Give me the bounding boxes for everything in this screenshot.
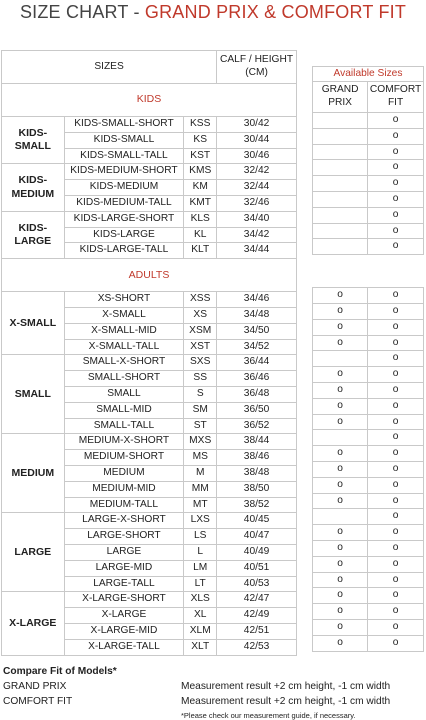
size-code: KLT	[184, 243, 217, 259]
size-name: X-SMALL-TALL	[64, 339, 184, 355]
calf-height-value: 34/52	[217, 339, 297, 355]
calf-height-value: 30/46	[217, 148, 297, 164]
comfort-fit-availability: o	[368, 509, 424, 525]
available-sizes-body	[313, 67, 424, 652]
footer-heading: Compare Fit of Models*	[3, 666, 117, 677]
title-part-1: SIZE CHART -	[19, 2, 145, 22]
comfort-fit-availability: o	[368, 223, 424, 239]
size-name: KIDS-LARGE-TALL	[64, 243, 184, 259]
size-code: KST	[184, 148, 217, 164]
grand-prix-availability	[313, 207, 368, 223]
grand-prix-header	[313, 82, 368, 113]
available-sizes-table	[312, 66, 424, 652]
availability-row	[313, 446, 424, 462]
section-row	[2, 259, 297, 292]
section-title: ADULTS	[2, 259, 297, 292]
availability-row	[313, 207, 424, 223]
comfort-fit-header-label: COMFORT FIT	[369, 84, 422, 108]
available-header-row	[313, 82, 424, 113]
availability-row	[313, 493, 424, 509]
available-gap	[313, 255, 424, 288]
size-table-body	[2, 51, 297, 656]
size-name: KIDS-LARGE-SHORT	[64, 211, 184, 227]
size-name: KIDS-MEDIUM	[64, 180, 184, 196]
title-part-2: GRAND PRIX & COMFORT FIT	[144, 2, 407, 22]
grand-prix-availability: o	[313, 319, 368, 335]
size-name: SMALL-TALL	[64, 418, 184, 434]
size-name: LARGE-X-SHORT	[64, 513, 184, 529]
size-name: MEDIUM-TALL	[64, 497, 184, 513]
comfort-fit-availability: o	[368, 461, 424, 477]
comfort-fit-availability: o	[368, 288, 424, 304]
comfort-fit-availability: o	[368, 113, 424, 129]
calf-height-value: 42/53	[217, 639, 297, 655]
grand-prix-availability: o	[313, 335, 368, 351]
availability-row	[313, 113, 424, 129]
calf-height-value: 38/52	[217, 497, 297, 513]
calf-height-value: 36/50	[217, 402, 297, 418]
calf-height-header	[217, 51, 297, 84]
grand-prix-availability: o	[313, 572, 368, 588]
comfort-fit-availability: o	[368, 367, 424, 383]
size-code: LXS	[184, 513, 217, 529]
footer-text-grand-prix: Measurement result +2 cm height, -1 cm width	[181, 681, 391, 692]
footer-label-comfort-fit: COMFORT FIT	[3, 696, 73, 707]
size-code: KMT	[184, 195, 217, 211]
available-sizes-title: Available Sizes	[313, 67, 424, 82]
comfort-fit-availability: o	[368, 160, 424, 176]
size-code: M	[184, 465, 217, 481]
grand-prix-availability: o	[313, 588, 368, 604]
calf-height-value: 36/46	[217, 371, 297, 387]
size-name: X-SMALL	[64, 307, 184, 323]
grand-prix-availability: o	[313, 414, 368, 430]
size-code: XLT	[184, 639, 217, 655]
comfort-fit-availability: o	[368, 207, 424, 223]
size-name: MEDIUM-X-SHORT	[64, 434, 184, 450]
size-group-label: LARGE	[2, 513, 65, 592]
grand-prix-availability: o	[313, 382, 368, 398]
size-code: KLS	[184, 211, 217, 227]
calf-height-value: 38/48	[217, 465, 297, 481]
grand-prix-availability	[313, 113, 368, 129]
grand-prix-availability	[313, 509, 368, 525]
size-code: SS	[184, 371, 217, 387]
calf-height-value: 30/42	[217, 117, 297, 133]
size-code: ST	[184, 418, 217, 434]
calf-height-value: 40/49	[217, 544, 297, 560]
calf-height-header-line2: (CM)	[245, 67, 268, 78]
footer-note: *Please check our measurement guide, if necessary.	[181, 711, 356, 720]
calf-height-value: 42/47	[217, 592, 297, 608]
size-name: MEDIUM-SHORT	[64, 450, 184, 466]
comfort-fit-availability: o	[368, 430, 424, 446]
grand-prix-availability: o	[313, 540, 368, 556]
comfort-fit-availability: o	[368, 191, 424, 207]
grand-prix-availability	[313, 223, 368, 239]
calf-height-value: 40/51	[217, 560, 297, 576]
size-name: X-LARGE-TALL	[64, 639, 184, 655]
table-row	[2, 164, 297, 180]
grand-prix-availability: o	[313, 446, 368, 462]
comfort-fit-availability: o	[368, 446, 424, 462]
size-code: KS	[184, 132, 217, 148]
grand-prix-availability	[313, 239, 368, 255]
size-code: KL	[184, 227, 217, 243]
table-row	[2, 592, 297, 608]
size-name: MEDIUM	[64, 465, 184, 481]
size-name: KIDS-MEDIUM-SHORT	[64, 164, 184, 180]
comfort-fit-header	[368, 82, 424, 113]
table-header-row	[2, 51, 297, 84]
comfort-fit-availability: o	[368, 144, 424, 160]
availability-row	[313, 335, 424, 351]
grand-prix-availability: o	[313, 604, 368, 620]
grand-prix-availability: o	[313, 477, 368, 493]
calf-height-value: 34/50	[217, 323, 297, 339]
comfort-fit-availability: o	[368, 493, 424, 509]
calf-height-value: 38/44	[217, 434, 297, 450]
calf-height-value: 34/44	[217, 243, 297, 259]
grand-prix-availability: o	[313, 635, 368, 651]
size-group-label: SMALL	[2, 355, 65, 434]
size-code: XSS	[184, 292, 217, 308]
size-name: SMALL	[64, 386, 184, 402]
availability-row	[313, 525, 424, 541]
size-code: LM	[184, 560, 217, 576]
calf-height-value: 38/50	[217, 481, 297, 497]
availability-row	[313, 619, 424, 635]
calf-height-value: 34/48	[217, 307, 297, 323]
size-code: XLS	[184, 592, 217, 608]
comfort-fit-availability: o	[368, 335, 424, 351]
calf-height-header-line1: CALF / HEIGHT	[220, 54, 294, 66]
grand-prix-availability: o	[313, 288, 368, 304]
grand-prix-availability	[313, 160, 368, 176]
size-name: XS-SHORT	[64, 292, 184, 308]
calf-height-value: 36/48	[217, 386, 297, 402]
comfort-fit-availability: o	[368, 128, 424, 144]
size-group-label: X-LARGE	[2, 592, 65, 655]
grand-prix-availability	[313, 128, 368, 144]
footer-label-grand-prix: GRAND PRIX	[3, 681, 67, 692]
comfort-fit-availability: o	[368, 540, 424, 556]
size-name: X-LARGE-MID	[64, 623, 184, 639]
availability-row	[313, 572, 424, 588]
grand-prix-availability: o	[313, 367, 368, 383]
size-code: KSS	[184, 117, 217, 133]
size-code: L	[184, 544, 217, 560]
footer-text-comfort-fit: Measurement result +2 cm height, -1 cm width	[181, 696, 391, 707]
table-row	[2, 355, 297, 371]
availability-row	[313, 351, 424, 367]
availability-row	[313, 128, 424, 144]
calf-height-value: 36/52	[217, 418, 297, 434]
availability-row	[313, 191, 424, 207]
size-code: LT	[184, 576, 217, 592]
size-code: MXS	[184, 434, 217, 450]
availability-row	[313, 588, 424, 604]
grand-prix-availability: o	[313, 525, 368, 541]
comfort-fit-availability: o	[368, 556, 424, 572]
comfort-fit-availability: o	[368, 239, 424, 255]
size-table	[1, 50, 297, 656]
size-group-label: X-SMALL	[2, 292, 65, 355]
comfort-fit-availability: o	[368, 635, 424, 651]
grand-prix-availability: o	[313, 556, 368, 572]
section-title: KIDS	[2, 84, 297, 117]
comfort-fit-availability: o	[368, 604, 424, 620]
calf-height-value: 30/44	[217, 132, 297, 148]
size-code: SXS	[184, 355, 217, 371]
availability-row	[313, 430, 424, 446]
size-code: SM	[184, 402, 217, 418]
size-group-label: KIDS-LARGE	[2, 211, 65, 258]
availability-row	[313, 319, 424, 335]
section-row	[2, 84, 297, 117]
size-code: XL	[184, 608, 217, 624]
size-code: XST	[184, 339, 217, 355]
comfort-fit-availability: o	[368, 477, 424, 493]
calf-height-value: 38/46	[217, 450, 297, 466]
size-code: XLM	[184, 623, 217, 639]
table-row	[2, 434, 297, 450]
availability-row	[313, 604, 424, 620]
availability-row	[313, 176, 424, 192]
comfort-fit-availability: o	[368, 588, 424, 604]
size-code: XSM	[184, 323, 217, 339]
size-name: LARGE-SHORT	[64, 529, 184, 545]
size-name: LARGE-TALL	[64, 576, 184, 592]
size-name: X-SMALL-MID	[64, 323, 184, 339]
size-name: LARGE	[64, 544, 184, 560]
comfort-fit-availability: o	[368, 176, 424, 192]
availability-row	[313, 635, 424, 651]
availability-row	[313, 477, 424, 493]
table-row	[2, 211, 297, 227]
page-title	[0, 2, 426, 23]
comfort-fit-availability: o	[368, 572, 424, 588]
calf-height-value: 40/47	[217, 529, 297, 545]
availability-row	[313, 509, 424, 525]
size-code: KMS	[184, 164, 217, 180]
calf-height-value: 34/42	[217, 227, 297, 243]
size-name: KIDS-SMALL	[64, 132, 184, 148]
size-name: X-LARGE	[64, 608, 184, 624]
size-name: KIDS-SMALL-TALL	[64, 148, 184, 164]
availability-row	[313, 303, 424, 319]
comfort-fit-availability: o	[368, 382, 424, 398]
comfort-fit-availability: o	[368, 414, 424, 430]
size-name: SMALL-SHORT	[64, 371, 184, 387]
size-code: MM	[184, 481, 217, 497]
size-group-label: MEDIUM	[2, 434, 65, 513]
calf-height-value: 40/53	[217, 576, 297, 592]
size-name: MEDIUM-MID	[64, 481, 184, 497]
availability-row	[313, 414, 424, 430]
comfort-fit-availability: o	[368, 398, 424, 414]
table-row	[2, 292, 297, 308]
availability-row	[313, 160, 424, 176]
grand-prix-availability: o	[313, 619, 368, 635]
size-code: MS	[184, 450, 217, 466]
availability-row	[313, 288, 424, 304]
size-name: KIDS-LARGE	[64, 227, 184, 243]
calf-height-value: 32/44	[217, 180, 297, 196]
grand-prix-header-label: GRAND PRIX	[321, 84, 359, 108]
comfort-fit-availability: o	[368, 351, 424, 367]
comfort-fit-availability: o	[368, 319, 424, 335]
availability-row	[313, 367, 424, 383]
size-code: KM	[184, 180, 217, 196]
availability-row	[313, 540, 424, 556]
grand-prix-availability: o	[313, 493, 368, 509]
grand-prix-availability	[313, 430, 368, 446]
table-row	[2, 117, 297, 133]
comfort-fit-availability: o	[368, 619, 424, 635]
size-group-label: KIDS-MEDIUM	[2, 164, 65, 211]
comfort-fit-availability: o	[368, 525, 424, 541]
availability-row	[313, 556, 424, 572]
calf-height-value: 36/44	[217, 355, 297, 371]
size-name: KIDS-MEDIUM-TALL	[64, 195, 184, 211]
availability-row	[313, 223, 424, 239]
size-code: LS	[184, 529, 217, 545]
table-row	[2, 513, 297, 529]
size-name: X-LARGE-SHORT	[64, 592, 184, 608]
grand-prix-availability: o	[313, 461, 368, 477]
calf-height-value: 32/42	[217, 164, 297, 180]
comfort-fit-availability: o	[368, 303, 424, 319]
grand-prix-availability	[313, 144, 368, 160]
calf-height-value: 40/45	[217, 513, 297, 529]
grand-prix-availability: o	[313, 398, 368, 414]
size-name: KIDS-SMALL-SHORT	[64, 117, 184, 133]
calf-height-value: 42/51	[217, 623, 297, 639]
grand-prix-availability	[313, 176, 368, 192]
size-group-label: KIDS-SMALL	[2, 117, 65, 164]
calf-height-value: 42/49	[217, 608, 297, 624]
available-title-row	[313, 67, 424, 82]
size-name: SMALL-X-SHORT	[64, 355, 184, 371]
size-name: SMALL-MID	[64, 402, 184, 418]
availability-row	[313, 398, 424, 414]
sizes-header: SIZES	[2, 51, 217, 84]
size-code: XS	[184, 307, 217, 323]
grand-prix-availability	[313, 351, 368, 367]
calf-height-value: 34/40	[217, 211, 297, 227]
availability-row	[313, 461, 424, 477]
availability-row	[313, 382, 424, 398]
size-name: LARGE-MID	[64, 560, 184, 576]
size-code: MT	[184, 497, 217, 513]
grand-prix-availability	[313, 191, 368, 207]
available-gap-row	[313, 255, 424, 288]
size-code: S	[184, 386, 217, 402]
calf-height-value: 34/46	[217, 292, 297, 308]
calf-height-value: 32/46	[217, 195, 297, 211]
availability-row	[313, 144, 424, 160]
grand-prix-availability: o	[313, 303, 368, 319]
availability-row	[313, 239, 424, 255]
